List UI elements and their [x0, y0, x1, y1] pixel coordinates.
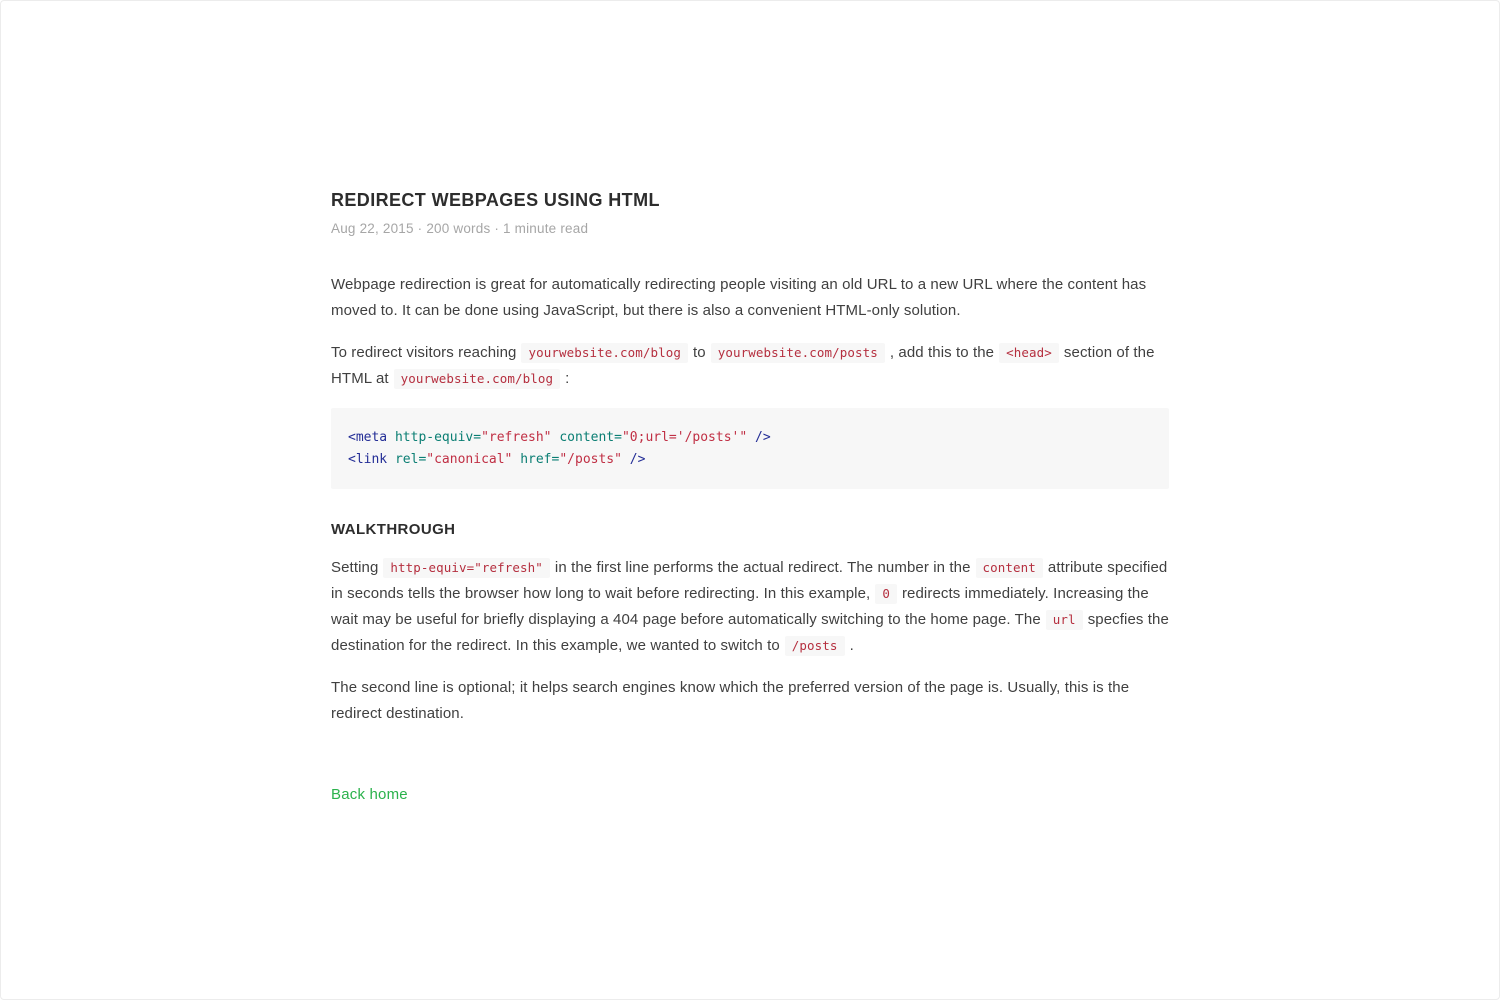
- inline-code: yourwebsite.com/blog: [521, 343, 688, 363]
- post-header: [331, 190, 1169, 236]
- paragraph-intro-2: To redirect visitors reaching yourwebsite.com/blog to yourwebsite.com/posts , add this to the <head> section of the HTML at yourwebsite.com/blog :: [331, 344, 1155, 387]
- code-block-content: [348, 427, 1152, 471]
- post-meta: Aug 22, 2015 · 200 words · 1 minute read: [331, 221, 589, 236]
- inline-code: content: [976, 558, 1043, 578]
- page-title: REDIRECT WEBPAGES USING HTML: [331, 190, 660, 210]
- back-home-link[interactable]: Back home: [331, 786, 408, 803]
- code-block: [331, 408, 1169, 489]
- code-line: <link rel="canonical" href="/posts" />: [348, 452, 646, 467]
- inline-code: yourwebsite.com/posts: [711, 343, 885, 363]
- inline-code: <head>: [999, 343, 1059, 363]
- post-article: [331, 0, 1169, 804]
- inline-code: http-equiv="refresh": [383, 558, 550, 578]
- inline-code: 0: [875, 584, 897, 604]
- walkthrough-heading: WALKTHROUGH: [331, 521, 456, 538]
- inline-code: yourwebsite.com/blog: [394, 369, 561, 389]
- code-line: <meta http-equiv="refresh" content="0;url='/posts'" />: [348, 430, 771, 445]
- paragraph-walkthrough-2: The second line is optional; it helps search engines know which the preferred version of the page is. Usually, this is the redirect destination.: [331, 679, 1130, 722]
- paragraph-walkthrough-1: Setting http-equiv="refresh" in the first line performs the actual redirect. The number in the content attribute specified in seconds tells the browser how long to wait before redirecting. In this example, 0 redirects immediately. Increasing the wait may be useful for briefly displaying a 404 page before automatically switching to the home page. The url specfies the destination for the redirect. In this example, we wanted to switch to /posts .: [331, 559, 1169, 654]
- inline-code: /posts: [785, 636, 845, 656]
- paragraph-intro-1: Webpage redirection is great for automatically redirecting people visiting an old URL to a new URL where the content has moved to. It can be done using JavaScript, but there is also a convenient HTML-only solution.: [331, 276, 1147, 319]
- inline-code: url: [1046, 610, 1083, 630]
